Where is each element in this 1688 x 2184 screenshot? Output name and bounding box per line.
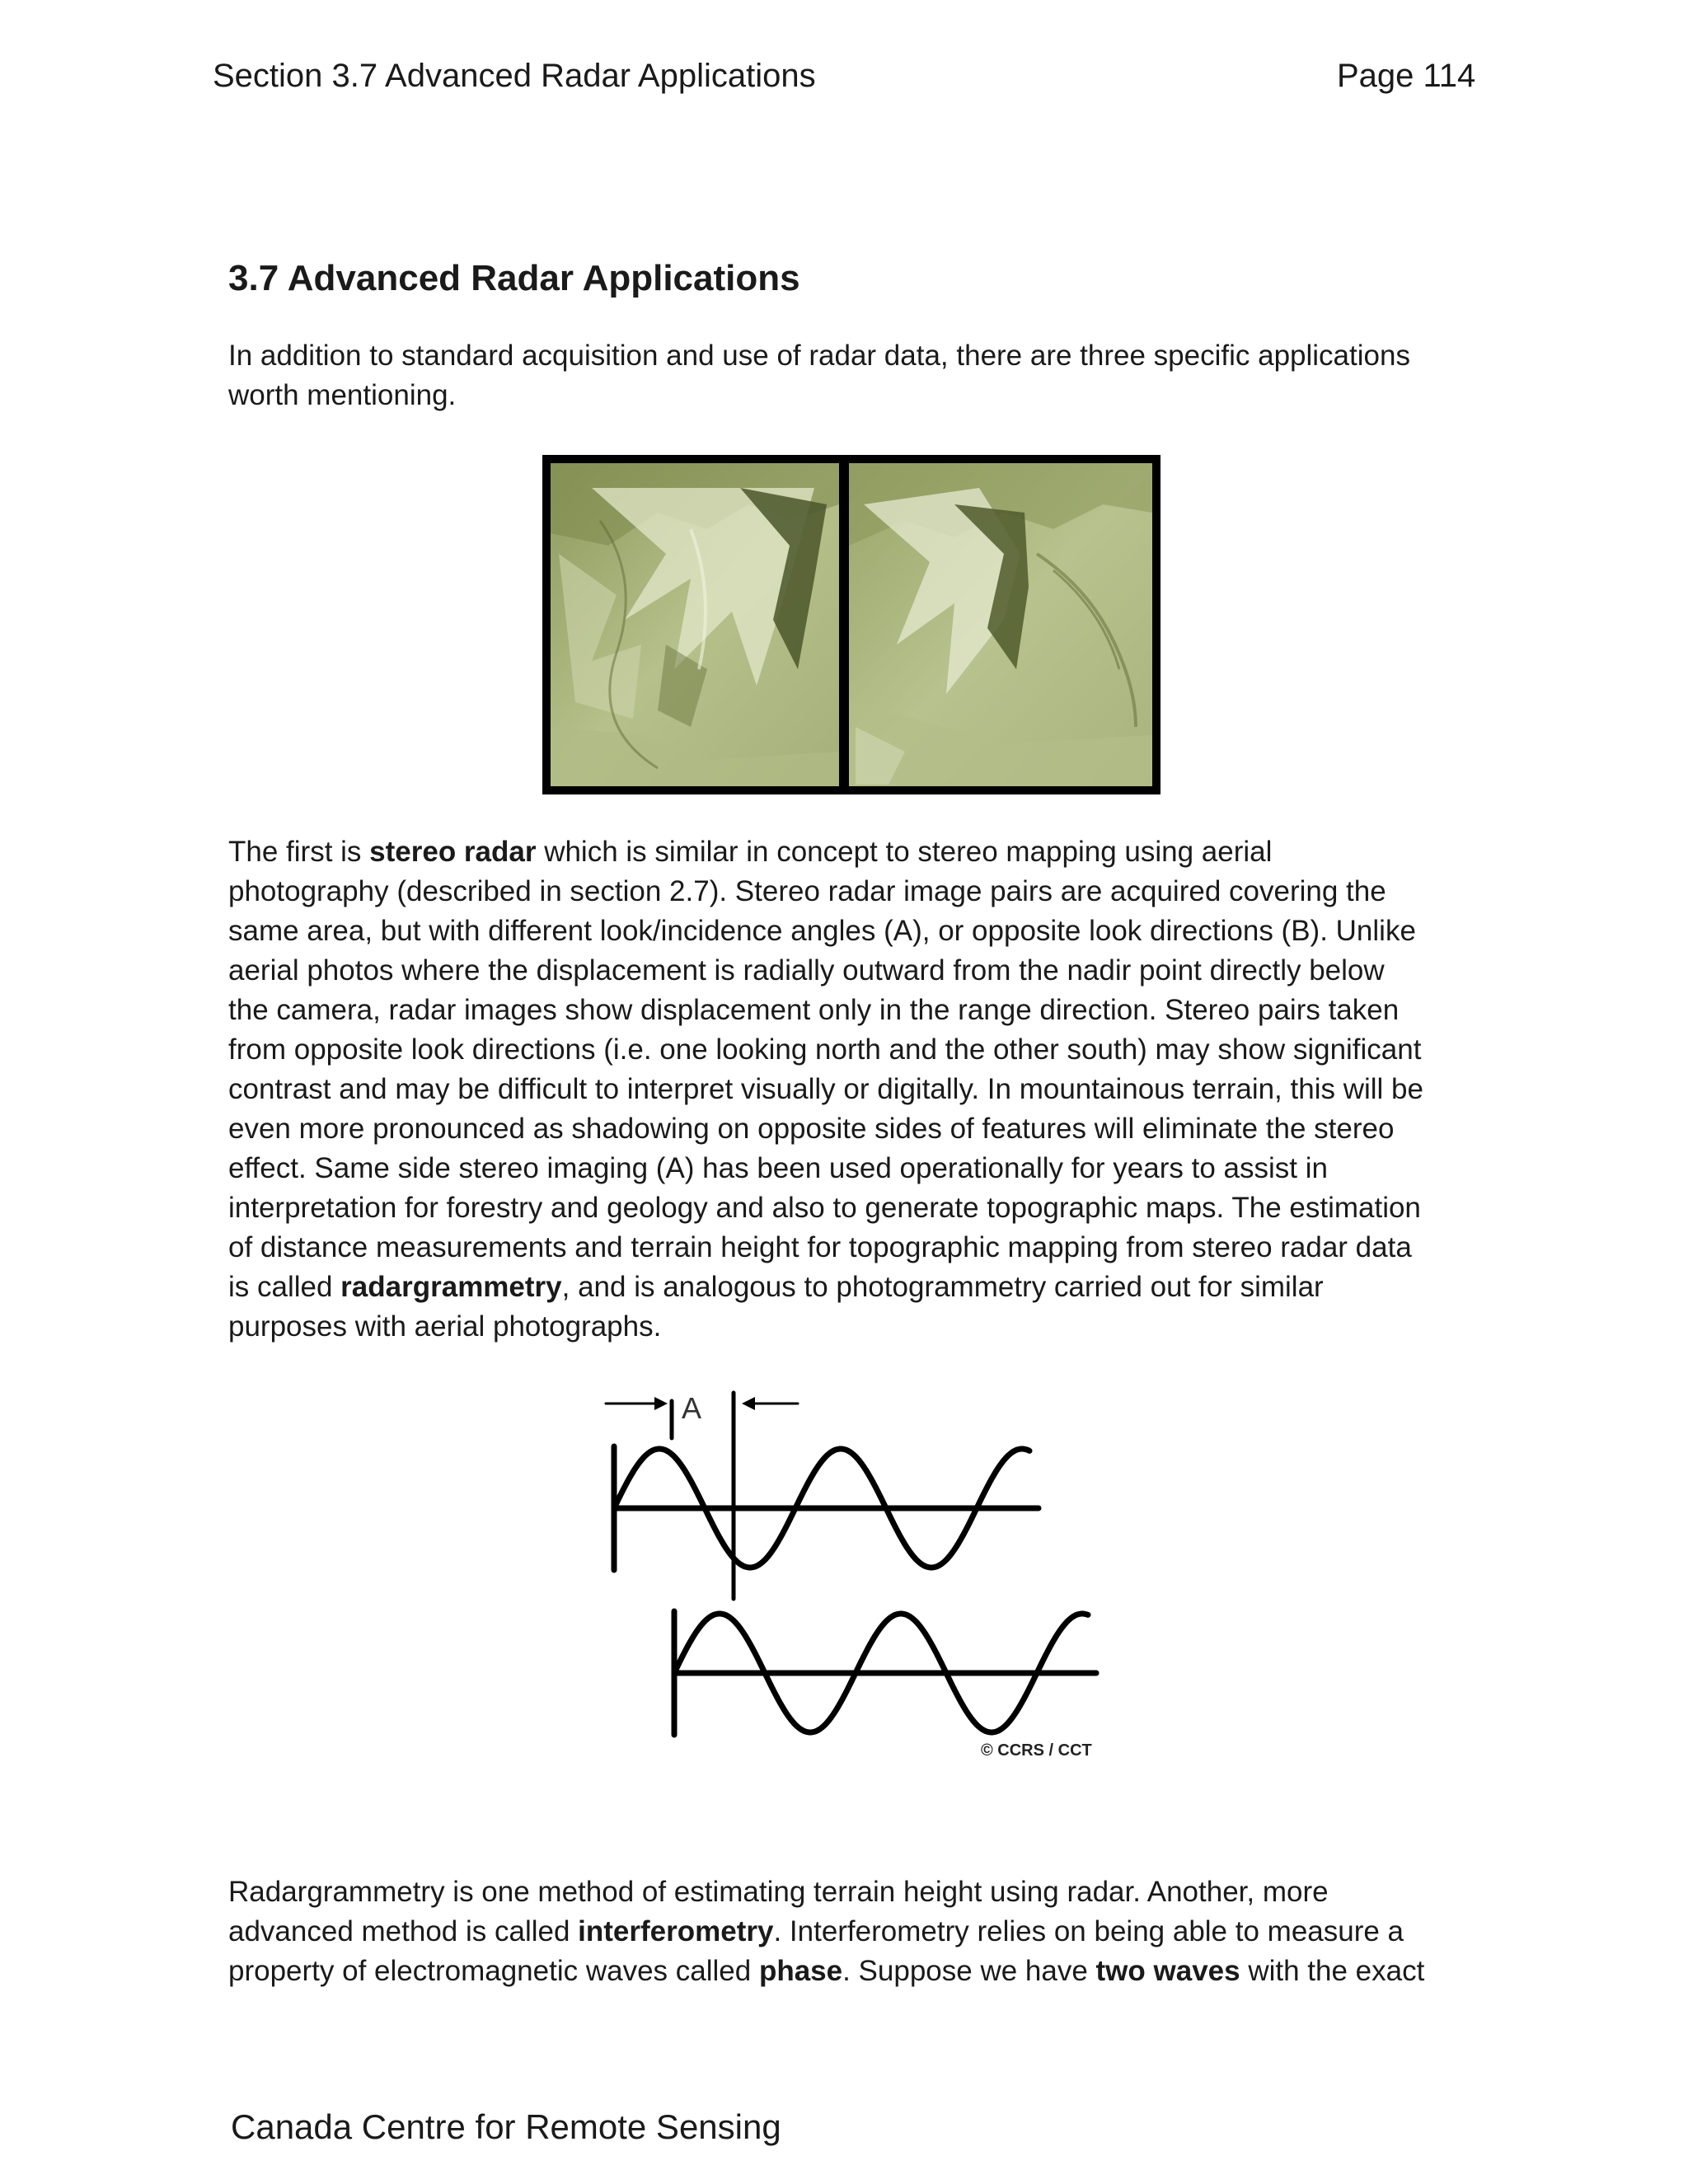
intro-line: worth mentioning. <box>228 379 457 411</box>
intro-line: In addition to standard acquisition and use of radar data, there are three specific applications <box>228 340 1410 372</box>
paragraph-line: photography (described in section 2.7). Stereo radar image pairs are acquired covering the <box>228 875 1386 907</box>
stereo-image-left <box>551 463 839 786</box>
intro-paragraph <box>228 336 1498 415</box>
interferometry-paragraph <box>228 1872 1498 1991</box>
stereo-radar-paragraph <box>228 832 1498 1347</box>
arrow-right-head <box>742 1397 755 1410</box>
paragraph-line: Radargrammetry is one method of estimating terrain height using radar. Another, more <box>228 1876 1329 1908</box>
paragraph-line: of distance measurements and terrain height for topographic mapping from stereo radar data <box>228 1231 1412 1263</box>
phase-shift-wave-diagram <box>602 1372 1113 1768</box>
term-phase: phase <box>758 1955 843 1987</box>
paragraph-line: from opposite look directions (i.e. one looking north and the other south) may show significant <box>228 1033 1422 1066</box>
term-radargrammetry: radargrammetry <box>340 1271 562 1303</box>
paragraph-line: the camera, radar images show displacement only in the range direction. Stereo pairs taken <box>228 994 1400 1026</box>
stereo-image-right <box>849 463 1152 786</box>
term-stereo-radar: stereo radar <box>369 836 537 868</box>
paragraph-line: The first is stereo radar which is similar in concept to stereo mapping using aerial <box>228 836 1273 868</box>
page-footer: Canada Centre for Remote Sensing <box>231 2107 781 2146</box>
paragraph-line: property of electromagnetic waves called phase. Suppose we have two waves with the exact <box>228 1955 1425 1987</box>
running-header-section: Section 3.7 Advanced Radar Applications <box>213 58 816 94</box>
running-header-page-number: Page 114 <box>1337 58 1476 94</box>
section-title: 3.7 Advanced Radar Applications <box>228 258 800 298</box>
paragraph-line: even more pronounced as shadowing on opposite sides of features will eliminate the stereo <box>228 1113 1395 1145</box>
paragraph-line: contrast and may be difficult to interpret visually or digitally. In mountainous terrain, this will be <box>228 1073 1423 1105</box>
paragraph-line: aerial photos where the displacement is radially outward from the nadir point directly below <box>228 954 1385 987</box>
paragraph-line: effect. Same side stereo imaging (A) has been used operationally for years to assist in <box>228 1152 1328 1184</box>
stereo-image-svg <box>542 455 1160 794</box>
copyright-ccrs: © CCRS / CCT <box>981 1741 1092 1760</box>
paragraph-line: same area, but with different look/incidence angles (A), or opposite look directions (B). Unlike <box>228 915 1416 947</box>
paragraph-line: interpretation for forestry and geology and also to generate topographic maps. The estimation <box>228 1192 1421 1224</box>
paragraph-line: is called radargrammetry, and is analogous to photogrammetry carried out for similar <box>228 1271 1324 1303</box>
arrow-left-head <box>654 1397 668 1410</box>
paragraph-line: purposes with aerial photographs. <box>228 1310 662 1343</box>
term-interferometry: interferometry <box>578 1915 774 1947</box>
stereo-radar-image-pair <box>542 455 1160 794</box>
label-a: A <box>682 1391 702 1425</box>
term-two-waves: two waves <box>1095 1955 1240 1987</box>
image-divider <box>839 455 849 794</box>
wave-diagram-svg <box>602 1372 1113 1768</box>
paragraph-line: advanced method is called interferometry. Interferometry relies on being able to measure a <box>228 1915 1404 1947</box>
